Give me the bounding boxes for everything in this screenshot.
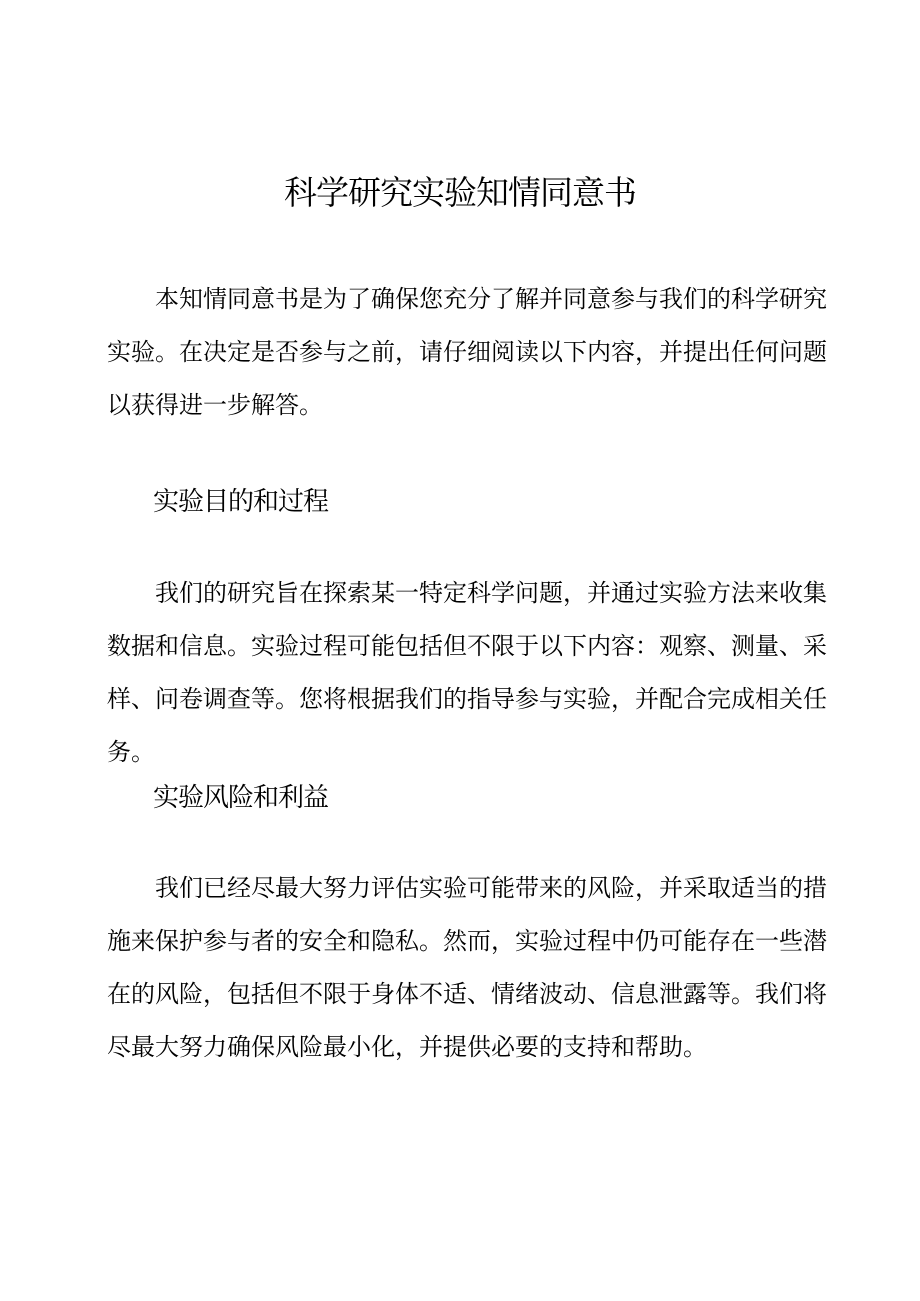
section-heading-purpose: 实验目的和过程 [153,487,329,517]
intro-paragraph: 本知情同意书是为了确保您充分了解并同意参与我们的科学研究实验。在决定是否参与之前，请仔细阅读以下内容，并提出任何问题以获得进一步解答。 [107,285,827,419]
section-body-purpose: 我们的研究旨在探索某一特定科学问题，并通过实验方法来收集数据和信息。实验过程可能包括但不限于以下内容：观察、测量、采样、问卷调查等。您将根据我们的指导参与实验，并配合完成相关任务。 [107,579,827,766]
document-title: 科学研究实验知情同意书 [284,173,636,212]
section-heading-risks: 实验风险和利益 [153,783,329,813]
section-body-risks: 我们已经尽最大努力评估实验可能带来的风险，并采取适当的措施来保护参与者的安全和隐私。然而，实验过程中仍可能存在一些潜在的风险，包括但不限于身体不适、情绪波动、信息泄露等。我们将尽最大努力确保风险最小化，并提供必要的支持和帮助。 [107,874,827,1061]
